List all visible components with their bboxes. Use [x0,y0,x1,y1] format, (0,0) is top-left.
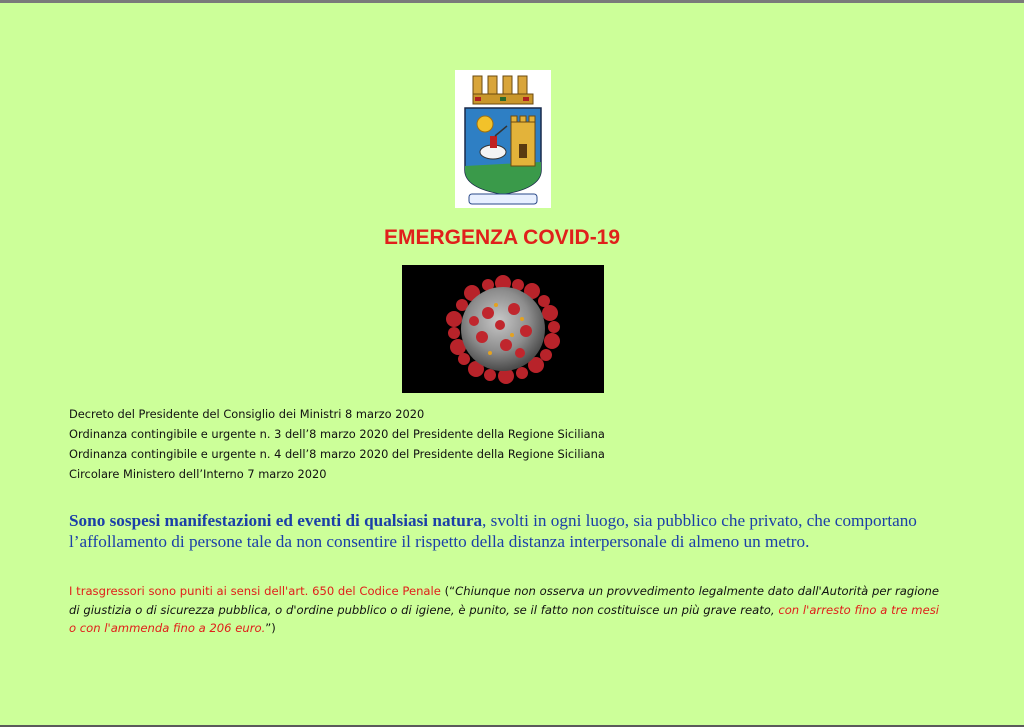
penalty-paragraph [69,582,939,638]
penalty-lead: I trasgressori sono puniti ai sensi dell'art. 650 del Codice Penale [69,584,441,598]
notice-text: , svolti in ogni luogo, sia pubblico che privato, che comportano l’affollamento di persone tale da non consentire il rispetto della distanza interpersonale di almeno un metro. [69,511,917,551]
penalty-sanction: con l'arresto fino a tre mesi o con l'ammenda fino a 206 euro. [69,602,939,635]
penalty-close: ”) [265,621,276,635]
crest-icon [455,70,551,208]
municipal-crest [455,70,551,208]
coronavirus-image [402,265,604,393]
notice-bold: Sono sospesi manifestazioni ed eventi di qualsiasi natura [69,511,483,530]
legal-references [69,404,709,484]
reference-line: Decreto del Presidente del Consiglio dei Ministri 8 marzo 2020 [69,407,425,421]
penalty-quote: Chiunque non osserva un provvedimento legalmente dato dall'Autorità per ragione di giustizia o di sicurezza pubblica, o d'ordine pubblico o di igiene, è punito, se il fatto non costituisce un più grave reato, [69,584,940,617]
page-title: EMERGENZA COVID-19 [383,226,621,249]
reference-line: Circolare Ministero dell’Interno 7 marzo 2020 [69,467,327,481]
top-border [0,0,1024,3]
coronavirus-icon [402,265,604,393]
penalty-open: (“ [440,584,456,598]
reference-line: Ordinanza contingibile e urgente n. 4 dell’8 marzo 2020 del Presidente della Regione Siciliana [69,447,605,461]
suspension-notice [69,510,939,552]
reference-line: Ordinanza contingibile e urgente n. 3 dell’8 marzo 2020 del Presidente della Regione Siciliana [69,427,605,441]
